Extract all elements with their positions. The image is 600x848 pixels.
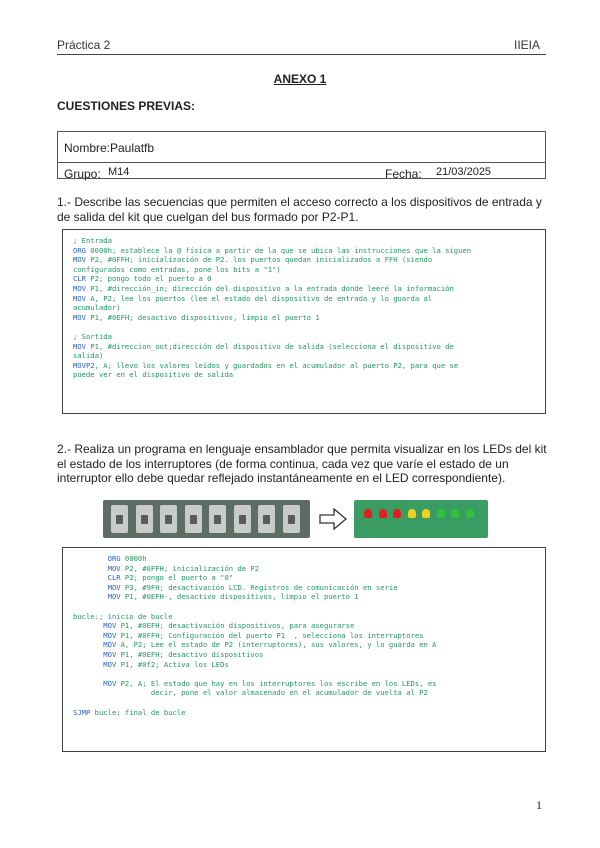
- code-line: MOV P2, #0FFH; inicialización de P2: [107, 563, 260, 573]
- led-icon: [451, 509, 459, 518]
- student-info-form: [57, 131, 546, 179]
- code-line: CLR P2; pongo todo el puerto a 0: [73, 274, 212, 284]
- code-line: salida): [73, 351, 104, 361]
- code-line: [73, 698, 537, 708]
- switch-icon: [258, 505, 275, 533]
- code-line: [73, 669, 537, 679]
- code-line: MOV P1, #0FFH; Configuración del puerto P1 , selecciona los interruptores: [103, 630, 424, 640]
- switch-icon: [160, 505, 177, 533]
- code-line: SJMP bucle; final de bucle: [73, 707, 186, 717]
- name-value: Paulatfb: [110, 141, 155, 155]
- led-icon: [437, 509, 445, 518]
- led-icon: [466, 509, 474, 518]
- code-line: ; Entrada: [73, 236, 112, 245]
- switch-icon: [209, 505, 226, 533]
- code-line: MOV P1, #dirección_in; dirección del dispositivo a la entrada donde leeré la información: [73, 283, 454, 293]
- switch-icon: [185, 505, 202, 533]
- code-line: ; Sortida: [73, 331, 112, 341]
- led-icon: [422, 509, 430, 518]
- question-1: 1.- Describe las secuencias que permiten el acceso correcto a los dispositivos de entrada y de salida del kit que cuelgan del bus formado por P2-P1.: [57, 195, 542, 224]
- led-icon: [364, 509, 372, 518]
- code-line: acumulador): [73, 303, 121, 313]
- annex-title: ANEXO 1: [273, 72, 327, 86]
- code-block-1: [62, 229, 546, 414]
- switches-image: [103, 500, 310, 538]
- code-line: MOV P1, #0f2; Activa los LEDs: [103, 659, 229, 669]
- code-line: puede ver en el dispositivo de salida: [73, 370, 234, 380]
- code-line: CLR P2; pongo el puerto a "0": [107, 573, 234, 583]
- date-value: 21/03/2025: [436, 166, 492, 178]
- code-line: MOV P1, #0EFH-, desactivo dispositivos, limpio el puerto 1: [107, 592, 359, 602]
- code-line: [73, 322, 537, 332]
- group-value: M14: [108, 166, 130, 178]
- right-arrow-icon: [319, 508, 347, 530]
- code-line: MOVP2, A; llevo los valores leídos y guardados en el acumulador al puerto P2, para que se: [73, 360, 459, 370]
- code-line: decir, pone el valor almacenado en el acumulador de vuelta al P2: [73, 688, 428, 698]
- date-label: Fecha:: [385, 167, 422, 181]
- code-line: MOV P1, #0EFH; desactivo dispositivos, limpio el puerto 1: [73, 312, 320, 322]
- code-line: MOV P1, #direccion_out;dirección del dispositivo de salida (selecciona el dispositivo de: [73, 341, 454, 351]
- code-line: [73, 602, 537, 612]
- led-icon: [379, 509, 387, 518]
- header-left: Práctica 2: [57, 38, 111, 52]
- section-title: CUESTIONES PREVIAS:: [57, 99, 196, 113]
- header-right: IIEIA: [514, 38, 541, 52]
- switch-icon: [283, 505, 300, 533]
- code-line: MOV P2, #0FFH; inicialización de P2. los puertos quedan inicializados a FFH (siendo: [73, 255, 433, 265]
- code-line: ORG 0000h: [107, 554, 147, 563]
- led-icon: [408, 509, 416, 518]
- question-2: 2.- Realiza un programa en lenguaje ensamblador que permita visualizar en los LEDs del kit el estado de los interruptores (de forma continua, cada vez que varíe el estado de un interruptor ello debe quedar reflejado instantáneamente en el LED correspondiente).: [57, 442, 547, 485]
- code-line: MOV P3, #9FH; desactivación LCD. Registros de comunicación en serie: [107, 582, 398, 592]
- switch-icon: [234, 505, 251, 533]
- code-block-2: [62, 547, 546, 752]
- led-icon: [393, 509, 401, 518]
- switch-icon: [111, 505, 128, 533]
- page-number: 1: [536, 798, 542, 812]
- code-line: MOV P2, A; El estado que hay en los interruptores los escribe en los LEDs, es: [103, 678, 437, 688]
- group-label: Grupo:: [64, 167, 101, 181]
- code-line: ORG 0000h; establece la @ física a partir de la que se ubica las instrucciones que la siguen: [73, 245, 472, 255]
- header-divider: [57, 54, 546, 55]
- code-line: MOV A, P2; Lee el estado de P2 (interruptores), sus valores, y lo guarda en A: [103, 640, 437, 650]
- code-line: configurados como entradas, pone los bits a "1"): [73, 264, 281, 274]
- leds-image: [354, 500, 488, 538]
- code-line: bucle:; inicio de bucle: [73, 611, 173, 621]
- code-line: MOV P1, #0EFH; desactivación dispositivos, para asegurarse: [103, 621, 355, 631]
- switch-icon: [136, 505, 153, 533]
- code-line: MOV P1, #0EFH; desactivo dispositivos: [103, 649, 264, 659]
- code-line: MOV A, P2; lee los puertos (lee el estado del dispositivo de entrada y lo guarda al: [73, 293, 433, 303]
- name-label: Nombre:: [64, 141, 111, 155]
